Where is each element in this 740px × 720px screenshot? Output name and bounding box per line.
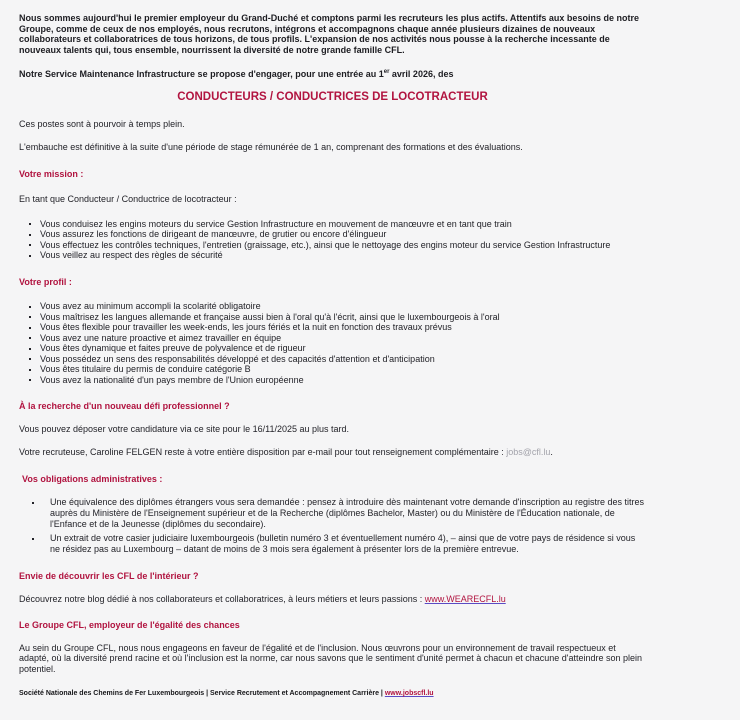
jobs-email-link[interactable]: jobs@cfl.lu <box>506 447 551 457</box>
recruteuse-period: . <box>550 447 553 457</box>
egalite-paragraph: Au sein du Groupe CFL, nous nous engageons en faveur de l'égalité et de l'inclusion. Nous œuvrons pour un environnement de travail respectueux et adapté, où la diversité prend racine et où l'inclusion est la norme, car nous savons que le sentiment d'unité permet à chacun et chacune d'atteindre son plein potentiel. <box>19 642 643 674</box>
list-item: Vous êtes flexible pour travailler les week-ends, les jours fériés et la nuit en fonction des travaux prévus <box>28 322 646 333</box>
postes-paragraph: Ces postes sont à pourvoir à temps plein. <box>19 118 185 129</box>
list-item: Vous avez une nature proactive et aimez travailler en équipe <box>28 333 646 344</box>
recruteuse-paragraph <box>19 447 646 458</box>
blog-text: Découvrez notre blog dédié à nos collaborateurs et collaboratrices, à leurs métiers et leurs passions : <box>19 593 425 604</box>
list-item: Vous possédez un sens des responsabilités développé et des capacités d'attention et d'anticipation <box>28 354 646 365</box>
page-title: CONDUCTEURS / CONDUCTRICES DE LOCOTRACTEUR <box>177 90 488 103</box>
list-item: Vous avez au minimum accompli la scolarité obligatoire <box>28 301 646 312</box>
service-line-tail: avril 2026, des <box>389 69 454 79</box>
list-item: Une équivalence des diplômes étrangers vous sera demandée : pensez à introduire dès maintenant votre demande d'inscription au registre des titres auprès du Ministère de l'Enseignement supérieur et de la Recherche (diplômes Bachelor, Master) ou du Ministère de l'Éducation nationale, de l'Enfance et de la Jeunesse (diplômes du secondaire). <box>31 497 646 530</box>
wearecfl-link[interactable]: www.WEARECFL.lu <box>424 593 506 604</box>
list-item: Vous maîtrisez les langues allemande et française aussi bien à l'oral qu'à l'écrit, ainsi que le luxembourgeois à l'oral <box>28 312 646 323</box>
candidature-paragraph: Vous pouvez déposer votre candidature via ce site pour le 16/11/2025 au plus tard. <box>19 423 350 434</box>
obligations-heading: Vos obligations administratives : <box>22 473 163 484</box>
jobscfl-link[interactable]: www.jobscfl.lu <box>384 690 434 697</box>
list-item: Vous veillez au respect des règles de sécurité <box>28 250 646 261</box>
service-line <box>19 69 646 80</box>
mission-list <box>19 219 646 261</box>
obligations-list <box>19 497 646 555</box>
blog-paragraph <box>19 594 646 605</box>
mission-intro: En tant que Conducteur / Conductrice de locotracteur : <box>19 194 237 204</box>
footer-text: Société Nationale des Chemins de Fer Luxembourgeois | Service Recrutement et Accompagnement Carrière | <box>19 690 385 697</box>
list-item: Un extrait de votre casier judiciaire luxembourgeois (bulletin numéro 3 et éventuellement numéro 4), – ainsi que de votre pays de résidence si vous ne résidez pas au Luxembourg – datant de moins de 3 mois sera également à présenter lors de la première entrevue. <box>31 533 646 555</box>
profil-list <box>19 301 646 385</box>
list-item: Vous conduisez les engins moteurs du service Gestion Infrastructure en mouvement de manœuvre et en tant que train <box>28 219 646 230</box>
defi-heading: À la recherche d'un nouveau défi professionnel ? <box>19 401 230 411</box>
egalite-heading: Le Groupe CFL, employeur de l'égalité des chances <box>19 620 240 630</box>
envie-heading: Envie de découvrir les CFL de l'intérieur ? <box>19 571 199 581</box>
list-item: Vous effectuez les contrôles techniques, l'entretien (graissage, etc.), ainsi que le nettoyage des engins moteur du service Gestion Infrastructure <box>28 240 646 251</box>
profil-heading: Votre profil : <box>19 276 72 287</box>
mission-heading: Votre mission : <box>19 168 84 179</box>
embauche-paragraph: L'embauche est définitive à la suite d'une période de stage rémunérée de 1 an, comprenant des formations et des évaluations. <box>19 142 523 152</box>
footer <box>19 690 719 699</box>
intro-paragraph: Nous sommes aujourd'hui le premier employeur du Grand-Duché et comptons parmi les recruteurs les plus actifs. Attentifs aux besoins de notre Groupe, comme de ceux de nos employés, nous recrutons, intégrons et accompagnons chaque année plusieurs dizaines de nouveaux collaborateurs et collaboratrices de tous horizons, de tous profils. L'expansion de nos activités nous pousse à la recherche incessante de nouveaux talents qui, tous ensemble, nourrissent la diversité de notre grande famille CFL. <box>19 13 639 55</box>
list-item: Vous avez la nationalité d'un pays membre de l'Union européenne <box>28 375 646 386</box>
ordinal-superscript: er <box>383 69 390 75</box>
service-line-text: Notre Service Maintenance Infrastructure se propose d'engager, pour une entrée au 1 <box>19 69 384 79</box>
list-item: Vous êtes dynamique et faites preuve de polyvalence et de rigueur <box>28 343 646 354</box>
list-item: Vous assurez les fonctions de dirigeant de manœuvre, de grutier ou encore d'élingueur <box>28 229 646 240</box>
list-item: Vous êtes titulaire du permis de conduire catégorie B <box>28 364 646 375</box>
recruteuse-text: Votre recruteuse, Caroline FELGEN reste à votre entière disposition par e-mail pour tout renseignement complémentaire : <box>19 447 507 457</box>
